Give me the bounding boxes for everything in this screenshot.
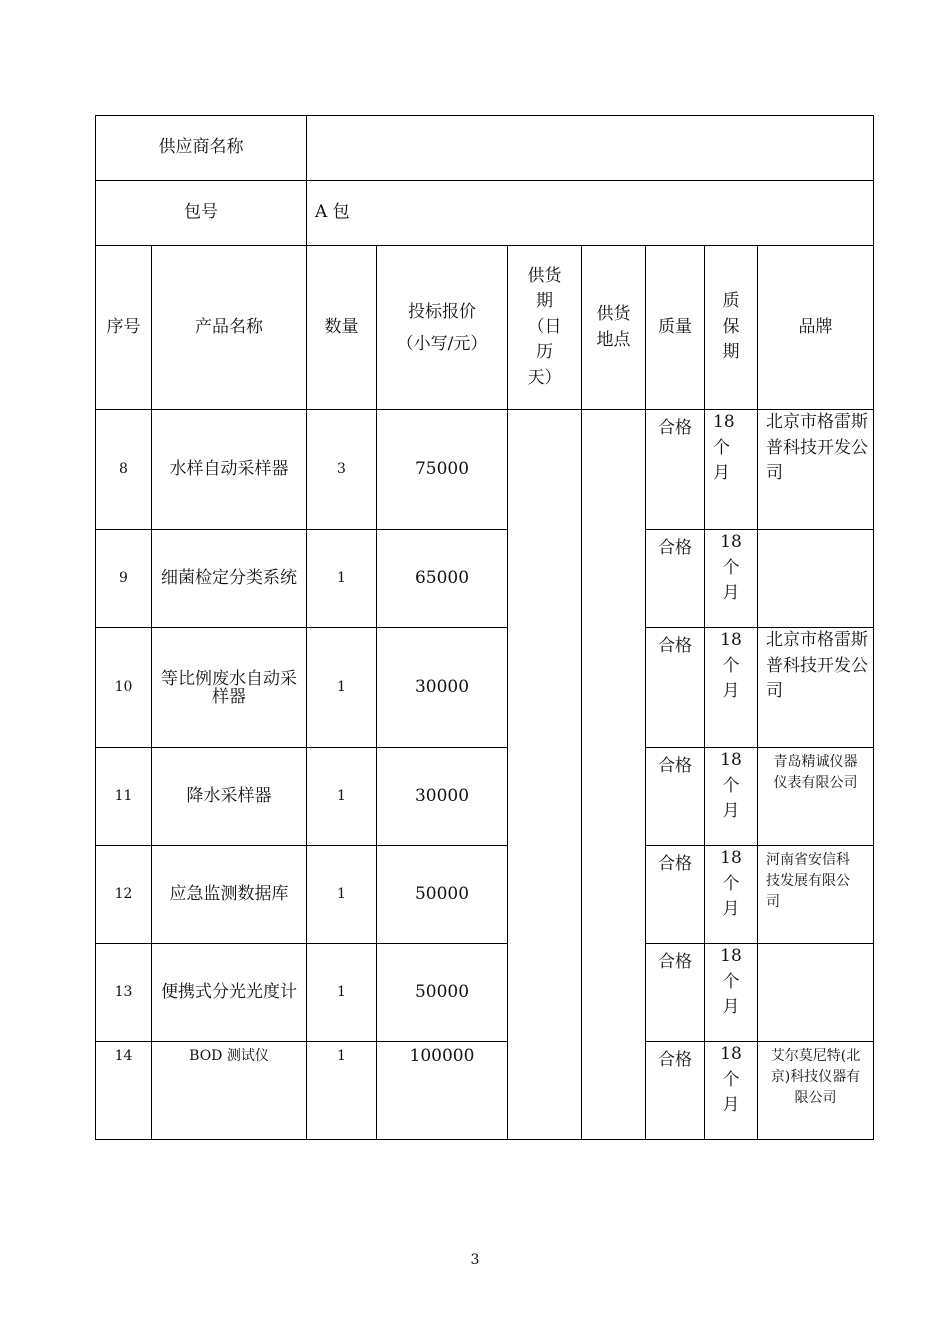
warranty-unit2: 月 [713,463,730,483]
header-warranty [705,246,758,410]
row-seq: 13 [96,944,152,1042]
row-qty: 1 [307,628,377,748]
header-product: 产品名称 [152,246,307,410]
table-row [96,1042,874,1140]
warranty-unit1: 个 [722,655,740,676]
header-delivery-place-l2: 地点 [596,329,631,350]
table-row [96,748,874,846]
warranty-unit2: 月 [722,1095,740,1115]
row-quality: 合格 [646,748,705,846]
row-seq: 11 [96,748,152,846]
supplier-row [96,116,874,181]
row-product: 水样自动采样器 [152,410,307,530]
row-quality: 合格 [646,944,705,1042]
row-quality: 合格 [646,846,705,944]
row-brand: 青岛精诚仪器仪表有限公司 [758,748,874,846]
supplier-label: 供应商名称 [96,116,307,181]
warranty-unit1: 个 [722,873,740,894]
row-quality: 合格 [646,1042,705,1140]
row-brand [758,530,874,628]
warranty-unit2: 月 [722,899,740,919]
header-delivery-period-l4: 历 [536,342,553,363]
delivery-period-merged-cell [508,410,582,1140]
row-price: 50000 [377,944,508,1042]
header-quality: 质量 [646,246,705,410]
warranty-num: 18 [720,946,742,966]
row-product: 便携式分光光度计 [152,944,307,1042]
row-qty: 1 [307,748,377,846]
warranty-unit2: 月 [722,583,740,603]
header-price [377,246,508,410]
row-warranty [705,748,758,846]
warranty-unit1: 个 [722,557,740,578]
warranty-num: 18 [720,750,742,770]
header-delivery-period-l2: 期 [536,291,553,312]
row-product: 应急监测数据库 [152,846,307,944]
row-price: 50000 [377,846,508,944]
row-qty: 1 [307,846,377,944]
table-row [96,628,874,748]
header-warranty-l2: 保 [722,316,740,337]
header-delivery-period-l3: （日 [527,316,562,337]
header-price-line1: 投标报价 [408,301,476,322]
row-price: 100000 [377,1042,508,1140]
row-qty: 1 [307,530,377,628]
row-warranty [705,944,758,1042]
package-label: 包号 [96,181,307,246]
row-warranty [705,410,758,530]
row-seq: 12 [96,846,152,944]
warranty-unit1: 个 [722,775,740,796]
warranty-num: 18 [720,630,742,650]
row-quality: 合格 [646,530,705,628]
header-delivery-period-l5: 天） [527,367,562,388]
row-brand: 河南省安信科技发展有限公司 [758,846,874,944]
row-warranty [705,1042,758,1140]
row-product: 等比例废水自动采样器 [152,628,307,748]
row-brand [758,944,874,1042]
row-brand: 艾尔莫尼特(北京)科技仪器有限公司 [758,1042,874,1140]
bid-quote-table [95,115,874,1140]
header-warranty-l1: 质 [722,291,740,312]
row-product: 降水采样器 [152,748,307,846]
warranty-unit1: 个 [722,971,740,992]
header-qty: 数量 [307,246,377,410]
row-product: BOD 测试仪 [152,1042,307,1140]
warranty-num: 18 [720,532,742,552]
page-number: 3 [470,1252,480,1268]
warranty-unit2: 月 [722,681,740,701]
row-price: 30000 [377,748,508,846]
row-warranty [705,846,758,944]
header-row [96,246,874,410]
row-qty: 3 [307,410,377,530]
row-quality: 合格 [646,628,705,748]
row-seq: 14 [96,1042,152,1140]
row-seq: 9 [96,530,152,628]
row-qty: 1 [307,1042,377,1140]
table-row [96,846,874,944]
table-row [96,944,874,1042]
row-product: 细菌检定分类系统 [152,530,307,628]
warranty-num: 18 [713,412,735,432]
header-delivery-period-l1: 供货 [527,265,562,286]
warranty-num: 18 [720,848,742,868]
row-qty: 1 [307,944,377,1042]
row-price: 65000 [377,530,508,628]
warranty-unit1: 个 [722,1069,740,1090]
row-price: 30000 [377,628,508,748]
header-delivery-place-l1: 供货 [596,304,631,324]
header-warranty-l3: 期 [722,342,740,363]
table-row [96,410,874,530]
package-row [96,181,874,246]
warranty-unit1: 个 [713,437,730,458]
header-delivery-place [582,246,646,410]
row-seq: 8 [96,410,152,530]
header-delivery-period [508,246,582,410]
delivery-place-merged-cell [582,410,646,1140]
supplier-value [307,116,874,181]
row-seq: 10 [96,628,152,748]
warranty-num: 18 [720,1044,742,1064]
row-warranty [705,530,758,628]
row-price: 75000 [377,410,508,530]
table-row [96,530,874,628]
header-seq: 序号 [96,246,152,410]
row-quality: 合格 [646,410,705,530]
warranty-unit2: 月 [722,997,740,1017]
package-value: A 包 [307,181,874,246]
header-brand: 品牌 [758,246,874,410]
row-warranty [705,628,758,748]
warranty-unit2: 月 [722,801,740,821]
row-brand: 北京市格雷斯普科技开发公司 [758,628,874,748]
header-price-line2: （小写/元） [396,333,488,354]
row-brand: 北京市格雷斯普科技开发公司 [758,410,874,530]
